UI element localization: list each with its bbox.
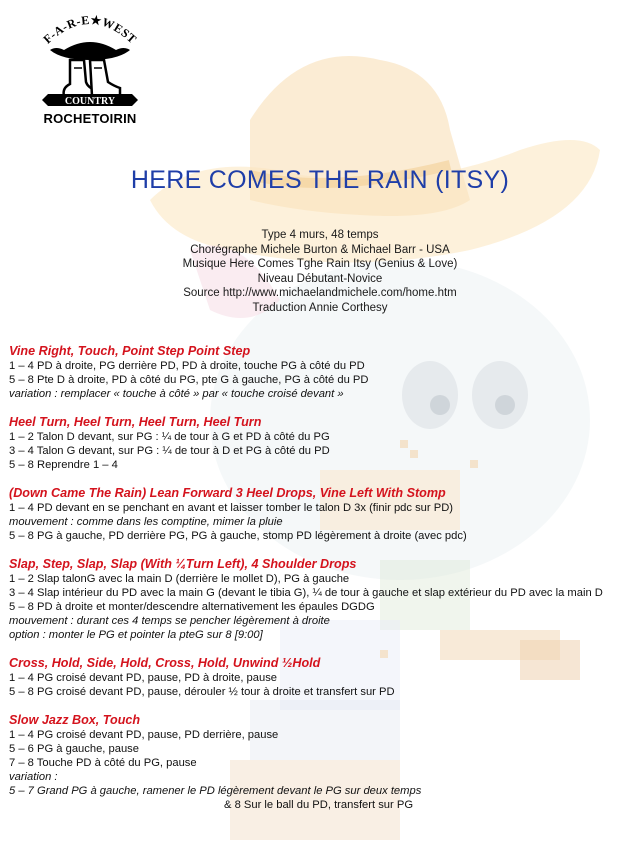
dance-info-block [120, 228, 520, 316]
step-line: 1 – 2 Talon D devant, sur PG : ¼ de tour à G et PD à côté du PG [9, 431, 330, 443]
step-line: 5 – 8 PG croisé devant PD, pause, dérouler ½ tour à droite et transfert sur PD [9, 686, 395, 698]
step-section [9, 343, 635, 401]
info-line: Type 4 murs, 48 temps [261, 229, 379, 241]
cowboy-boots-logo-icon [34, 8, 146, 108]
step-line: mouvement : durant ces 4 temps se pencher légèrement à droite [9, 615, 330, 627]
step-line: 1 – 4 PD devant en se penchant en avant et laisser tomber le talon D 3x (finir pdc sur PD) [9, 502, 454, 514]
step-line: 1 – 4 PG croisé devant PD, pause, PD à droite, pause [9, 672, 278, 684]
step-line: variation : remplacer « touche à côté » par « touche croisé devant » [9, 388, 344, 400]
step-line: mouvement : comme dans les comptine, mimer la pluie [9, 516, 283, 528]
dance-title: HERE COMES THE RAIN (ITSY) [130, 166, 510, 194]
step-line: 7 – 8 Touche PD à côté du PG, pause [9, 757, 197, 769]
step-line: 5 – 8 PD à droite et monter/descendre alternativement les épaules DGDG [9, 601, 375, 613]
section-heading: Slap, Step, Slap, Slap (With ¼Turn Left), 4 Shoulder Drops [9, 557, 357, 571]
svg-text:F-A-R-E★WEST [40, 13, 139, 47]
step-section [9, 655, 635, 699]
logo-arc-text: F-A-R-E★WEST [40, 12, 140, 47]
step-line: 3 – 4 Talon G devant, sur PG : ¼ de tour à D et PG à côté du PD [9, 445, 330, 457]
section-heading: Vine Right, Touch, Point Step Point Step [9, 344, 251, 358]
step-section [9, 556, 635, 642]
step-sections [9, 343, 635, 825]
step-line: 3 – 4 Slap intérieur du PD avec la main G (devant le tibia G), ¼ de tour à gauche et slap extérieur du PD avec la main D [9, 587, 603, 599]
club-logo [34, 8, 146, 126]
info-line: Source http://www.michaelandmichele.com/home.htm [183, 287, 457, 300]
logo-banner-text: COUNTRY [64, 96, 116, 107]
info-line: Musique Here Comes Tghe Rain Itsy (Genius & Love) [182, 258, 458, 271]
step-line: variation : [9, 771, 58, 783]
club-name: ROCHETOIRIN [43, 111, 137, 126]
step-line: 5 – 8 PG à gauche, PD derrière PG, PG à gauche, stomp PD légèrement à droite (avec pdc) [9, 530, 467, 542]
section-heading: Cross, Hold, Side, Hold, Cross, Hold, Unwind ½Hold [9, 656, 321, 670]
step-line: 1 – 4 PG croisé devant PD, pause, PD derrière, pause [9, 729, 279, 741]
step-line: option : monter le PG et pointer la pteG sur 8 [9:00] [9, 629, 263, 641]
info-line: Traduction Annie Corthesy [252, 301, 388, 314]
step-line: 5 – 8 Reprendre 1 – 4 [9, 459, 118, 471]
step-section [9, 712, 635, 812]
step-line: 1 – 2 Slap talonG avec la main D (derrière le mollet D), PG à gauche [9, 573, 350, 585]
step-section [9, 485, 635, 543]
section-heading: (Down Came The Rain) Lean Forward 3 Heel Drops, Vine Left With Stomp [9, 486, 446, 500]
step-line: 5 – 8 Pte D à droite, PD à côté du PG, pte G à gauche, PG à côté du PD [9, 374, 369, 386]
step-line: & 8 Sur le ball du PD, transfert sur PG [224, 799, 414, 811]
info-line: Niveau Débutant-Novice [257, 272, 383, 285]
section-heading: Slow Jazz Box, Touch [9, 713, 141, 727]
section-heading: Heel Turn, Heel Turn, Heel Turn, Heel Turn [9, 415, 262, 429]
step-line: 1 – 4 PD à droite, PG derrière PD, PD à droite, touche PG à côté du PD [9, 360, 365, 372]
step-line: 5 – 7 Grand PG à gauche, ramener le PD légèrement devant le PG sur deux temps [9, 785, 422, 797]
step-line: 5 – 6 PG à gauche, pause [9, 743, 139, 755]
step-section [9, 414, 635, 472]
info-line: Chorégraphe Michele Burton & Michael Barr - USA [190, 243, 450, 256]
